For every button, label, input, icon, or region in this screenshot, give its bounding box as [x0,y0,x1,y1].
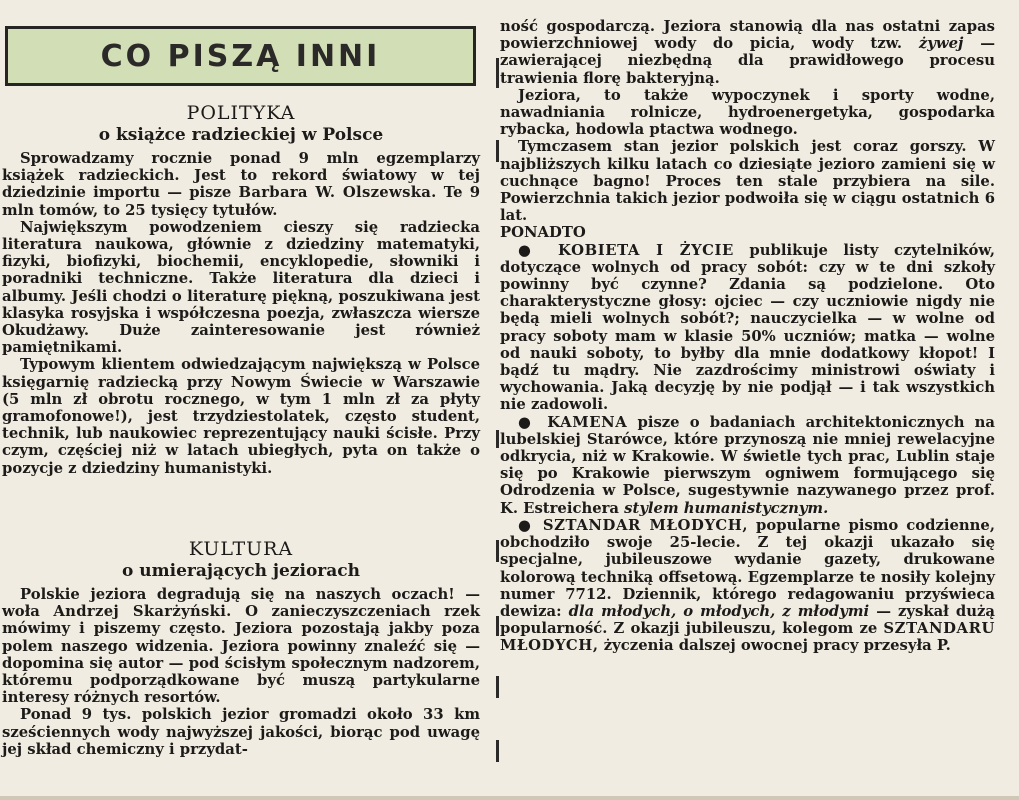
press-note-kobieta: ● KOBIETA I ŻYCIE publikuje listy czytelników, dotyczące wolnych od pracy sobót: czy w te dni szkoły powinny być czynne? Zdania są podzielone. Oto charakterystyczne głosy: ojciec — czy uczniowie nigdy nie będą mieli wolnych sobót?; nauczycielka — w wolne od pracy soboty mam w klasie 50% uczniów; matka — wolne od nauki soboty, to byłby dla mnie dodatkowy kłopot! I bądź tu mądry. Nie zazdrościmy ministrowi oświaty i wychowania. Jaką decyzję by nie podjął — i tak wszystkich nie zadowoli. [500,241,996,414]
italic-term: żywej [918,35,964,53]
paragraph: ność gospodarczą. Jeziora stanowią dla nas ostatni zapas powierzchniowej wody do picia, wody tzw. żywej — zawierającej niezbędną dla prawidłowego procesu trawienia florę bakteryjną. [500,18,995,87]
section-title: KULTURA [188,538,294,560]
column-banner [5,26,476,86]
periodical-name: SZTANDARU MŁODYCH, [500,620,995,655]
margin-rule [496,676,499,698]
press-note-kamena: ● KAMENA pisze o badaniach architektonicznych na lubelskiej Starówce, które przynoszą nie mniej rewelacyjne odkrycia, niż w Krakowie. W świetle tych prac, Lublin staje się po Krakowie pierwszym ogniwem formującego się Odrodzenia w Polsce, sugestywnie nazywanego przez prof. K. Estreichera stylem humanistycznym. [500,413,995,517]
margin-rule [496,430,499,448]
margin-rule [496,616,499,636]
periodical-name: ● KAMENA [518,413,628,431]
right-column [500,18,995,655]
paragraph: Tymczasem stan jezior polskich jest coraz gorszy. W najbliższych kilku latach co dziesiąte jezioro zamieni się w cuchnące bagno! Proces ten stale przybiera na sile. Powierzchnia takich jezior podwoiła się w ciągu ostatnich 6 lat. [500,138,995,225]
periodical-name: ● KOBIETA I ŻYCIE [518,241,734,259]
press-note-sztandar: ● SZTANDAR MŁODYCH, popularne pismo codzienne, obchodziło swoje 25-lecie. Z tej okazji ukazało się specjalne, jubileuszowe wydanie gazety, drukowane kolorową techniką offsetową. Egzemplarze te nosiły kolejny numer 7712. Dziennik, którego redagowaniu przyświeca dewiza: dla młodych, o młodych, z młodymi — zyskał dużą popularność. Z okazji jubileuszu, kolegom ze SZTANDARU MŁODYCH, życzenia dalszej owocnej pracy przesyła P. [500,516,995,655]
section-kultura [2,538,480,758]
periodical-name: ● SZTANDAR MŁODYCH, [518,516,749,534]
paragraph: Sprowadzamy rocznie ponad 9 mln egzemplarzy książek radzieckich. Jest to rekord światowy w tej dziedzinie importu — pisze Barbara W. Olszewska. Te 9 mln tomów, to 25 tysięcy tytułów. [2,150,480,219]
paragraph: Polskie jeziora degradują się na naszych oczach! — woła Andrzej Skarżyński. O zanieczyszczeniach rzek mówimy i piszemy często. Jeziora pozostają jakby poza polem naszego widzenia. Jeziora powinny znaleźć się — dopomina się autor — pod ścisłym społecznym nadzorem, któremu podporządkowane być muszą partykularne interesy różnych resortów. [2,586,480,707]
margin-rule [496,140,499,162]
author-name: Andrzej Skarżyński. [53,603,232,621]
margin-rule [496,540,499,562]
left-column [0,0,490,800]
ponadto-heading: PONADTO [500,224,586,242]
paragraph: Ponad 9 tys. polskich jezior gromadzi około 33 km sześciennych wody najwyższej jakości, biorąc pod uwagę jej skład chemiczny i przydat- [2,706,480,758]
section-subtitle: o umierających jeziorach [122,561,360,581]
margin-rule [496,58,499,88]
banner-title: CO PISZĄ INNI [100,38,381,74]
paragraph: Typowym klientem odwiedzającym największą w Polsce księgarnię radziecką przy Nowym Świecie w Warszawie (5 mln zł obrotu rocznego, w tym 1 mln zł za płyty gramofonowe!), jest trzydziestolatek, często student, technik, lub naukowiec reprezentujący nauki ścisłe. Przy czym, częściej niż w latach ubiegłych, pyta on także o pozycje z dziedziny humanistyki. [2,356,480,477]
author-name: Barbara W. Olszewska. [238,184,437,202]
italic-term: stylem humanistycznym. [624,499,829,517]
margin-rule [496,740,499,762]
section-subtitle: o książce radzieckiej w Polsce [98,125,384,145]
paragraph: Największym powodzeniem cieszy się radziecka literatura naukowa, głównie z dziedziny matematyki, fizyki, biofizyki, biochemii, encyklopedie, słowniki i poradniki techniczne. Także literatura dla dzieci i albumy. Jeśli chodzi o literaturę piękną, poszukiwana jest klasyka rosyjska i współczesna poezja, zwłaszcza wiersze Okudżawy. Duże zainteresowanie jest również pamiętnikami. [2,218,480,357]
section-polityka [2,102,480,477]
section-title: POLITYKA [186,102,296,124]
page-edge [0,796,1019,800]
paragraph: Jeziora, to także wypoczynek i sporty wodne, nawadniania rolnicze, hydroenergetyka, gospodarka rybacka, hodowla ptactwa wodnego. [500,86,995,139]
italic-term: dla młodych, o młodych, z młodymi [568,602,870,620]
